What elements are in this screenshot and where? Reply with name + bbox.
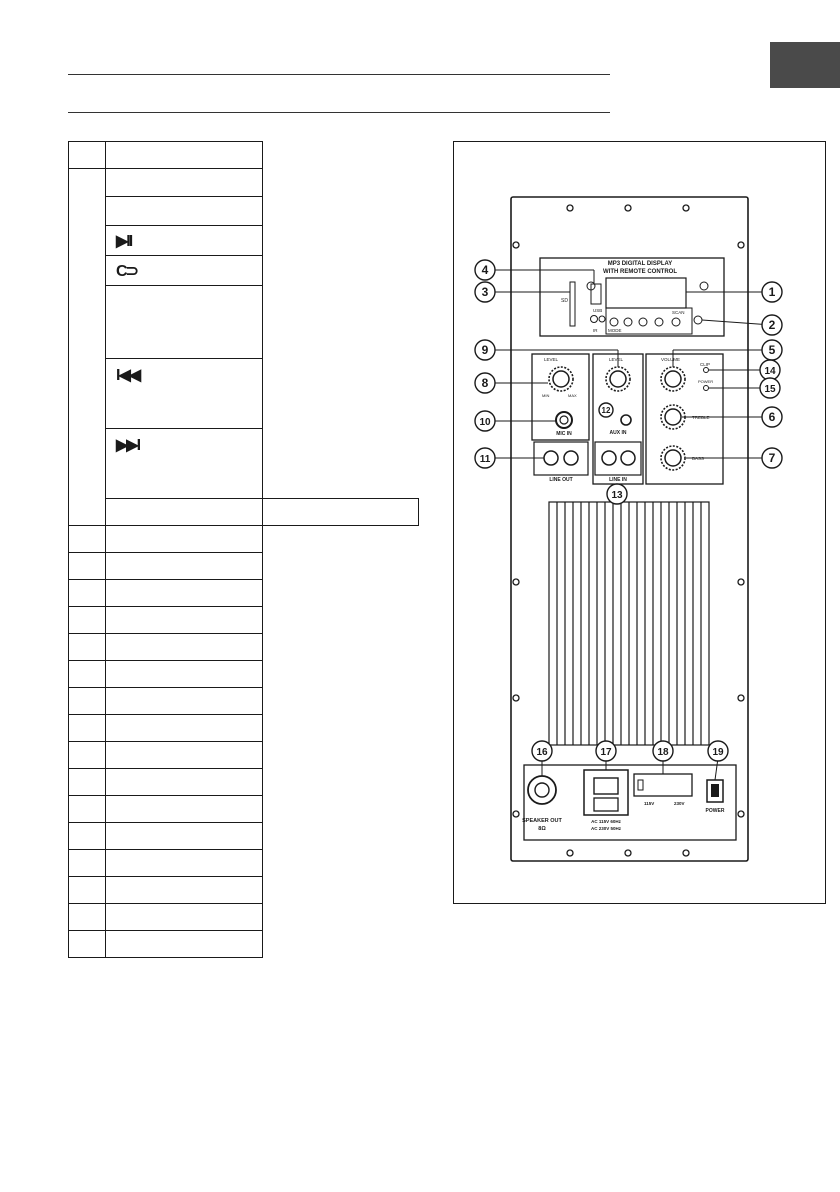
table-cell <box>106 526 263 553</box>
sd-slot <box>570 282 575 326</box>
table-cell <box>106 256 263 286</box>
aux-level-knob-center <box>610 371 626 387</box>
table-row <box>69 256 419 286</box>
mic-in-label: MIC IN <box>556 431 572 437</box>
bass-knob-center <box>665 450 681 466</box>
callout-13: 13 <box>611 490 623 501</box>
heatsink <box>549 502 709 745</box>
table-cell <box>106 359 263 429</box>
table-row <box>69 607 419 634</box>
callout-6: 6 <box>768 410 776 424</box>
table-cell <box>106 877 263 904</box>
callout-14: 14 <box>764 366 776 377</box>
callout-17: 17 <box>600 747 612 758</box>
mode-label: MODE <box>608 328 622 333</box>
table-row <box>69 661 419 688</box>
table-cell <box>69 715 106 742</box>
previous-icon: I◀◀ <box>116 367 140 384</box>
table-row <box>69 429 419 499</box>
display-title-line2: WITH REMOTE CONTROL <box>603 269 677 275</box>
aux-panel <box>593 354 643 484</box>
callout-leaders <box>494 270 772 780</box>
rear-panel-diagram <box>454 142 827 905</box>
ac-socket <box>594 778 618 794</box>
table-row <box>69 769 419 796</box>
v115-label: 115V <box>644 801 655 806</box>
table-cell <box>69 931 106 958</box>
table-cell <box>69 526 106 553</box>
table-cell <box>106 688 263 715</box>
diagram-frame <box>453 141 826 904</box>
table-row <box>69 742 419 769</box>
table-row <box>69 499 419 526</box>
table-row <box>69 823 419 850</box>
table-row <box>69 634 419 661</box>
power-area <box>524 765 736 840</box>
callout-18: 18 <box>657 747 669 758</box>
table-cell <box>106 553 263 580</box>
callout-12: 12 <box>601 406 611 415</box>
speaker-out-socket <box>528 776 556 804</box>
scan-label: SCAN <box>672 310 685 315</box>
callout-2: 2 <box>768 318 776 332</box>
play-pause-icon: ▶II <box>116 232 132 250</box>
ac-inlet <box>584 770 628 815</box>
table-row <box>69 142 419 169</box>
callout-11: 11 <box>479 454 491 465</box>
treble-label: TREBLE <box>692 415 710 420</box>
speaker-out-socket-inner <box>535 783 549 797</box>
table-row <box>69 359 419 429</box>
treble-knob-center <box>665 409 681 425</box>
ir-sensor <box>599 316 605 322</box>
callout-7: 7 <box>768 451 776 465</box>
table-cell <box>262 499 419 526</box>
line-out-label: LINE OUT <box>549 477 573 483</box>
usb-label: USB <box>593 308 603 313</box>
level-label-aux: LEVEL <box>609 357 624 362</box>
table-cell <box>69 580 106 607</box>
next-icon: ▶▶I <box>116 437 140 454</box>
legend-table <box>68 141 419 958</box>
table-cell <box>69 769 106 796</box>
screw <box>591 316 598 323</box>
screw <box>700 282 708 290</box>
table-cell <box>69 169 106 526</box>
volume-label: VOLUME <box>661 357 681 362</box>
ir-label: IR <box>593 328 598 333</box>
table-cell <box>69 850 106 877</box>
line-out-jack <box>544 451 558 465</box>
power-switch-rocker <box>711 784 719 797</box>
table-row <box>69 850 419 877</box>
power-led-label: POWER <box>698 379 714 384</box>
mic-in-jack-inner <box>560 416 568 424</box>
callout-9: 9 <box>481 343 489 357</box>
table-cell <box>106 429 263 499</box>
table-cell <box>69 688 106 715</box>
mic-in-jack <box>556 412 572 428</box>
line-in-jack <box>621 451 635 465</box>
table-row <box>69 715 419 742</box>
lcd-display <box>606 278 686 308</box>
callout-19: 19 <box>712 747 724 758</box>
table-cell <box>106 931 263 958</box>
table-cell <box>106 661 263 688</box>
clip-led <box>704 368 709 373</box>
callout-numbers <box>479 263 776 758</box>
line-in-label: LINE IN <box>609 477 627 483</box>
callout-4: 4 <box>481 263 489 277</box>
repeat-icon: C⊃ <box>116 262 137 280</box>
table-cell <box>69 142 106 169</box>
clip-label: CLIP <box>700 362 711 367</box>
usb-port <box>591 284 601 304</box>
table-row <box>69 877 419 904</box>
sd-label: SD <box>561 298 568 304</box>
volume-knob-center <box>665 371 681 387</box>
table-cell <box>106 796 263 823</box>
power-switch-label: POWER <box>705 808 725 814</box>
tone-panel <box>646 354 723 484</box>
table-cell <box>106 142 263 169</box>
callout-5: 5 <box>768 343 776 357</box>
table-cell <box>106 607 263 634</box>
table-cell <box>69 742 106 769</box>
table-row <box>69 526 419 553</box>
table-cell <box>106 904 263 931</box>
callout-15: 15 <box>764 384 776 395</box>
callout-8: 8 <box>481 376 489 390</box>
table-cell <box>69 823 106 850</box>
table-cell <box>106 634 263 661</box>
table-row <box>69 169 419 197</box>
voltage-selector-slider <box>638 780 643 790</box>
table-cell <box>106 499 263 526</box>
min-label: MIN <box>542 393 550 398</box>
table-row <box>69 553 419 580</box>
table-cell <box>69 661 106 688</box>
ac-rating-line2: AC 230V 50Hz <box>590 826 622 831</box>
callout-3: 3 <box>481 285 489 299</box>
table-cell <box>69 553 106 580</box>
table-row <box>69 688 419 715</box>
display-title-line1: MP3 DIGITAL DISPLAY <box>607 261 673 267</box>
speaker-out-label: SPEAKER OUT <box>522 818 562 824</box>
max-label: MAX <box>568 393 577 398</box>
table-row <box>69 796 419 823</box>
bass-label: BASS <box>692 456 705 461</box>
table-cell <box>106 850 263 877</box>
table-cell <box>106 197 263 226</box>
callout-10: 10 <box>479 417 491 428</box>
table-cell <box>69 634 106 661</box>
table-cell <box>106 769 263 796</box>
callout-1: 1 <box>768 285 776 299</box>
table-cell <box>106 286 263 359</box>
callout-16: 16 <box>536 747 548 758</box>
line-in-jack <box>602 451 616 465</box>
aux-in-jack <box>621 415 631 425</box>
mic-level-knob-center <box>553 371 569 387</box>
table-cell <box>106 742 263 769</box>
table-cell <box>106 226 263 256</box>
header-rule-top <box>68 74 610 75</box>
aux-in-label: AUX IN <box>609 430 627 436</box>
table-row <box>69 580 419 607</box>
table-cell <box>106 580 263 607</box>
table-cell <box>106 823 263 850</box>
speaker-out-ohm: 8Ω <box>538 826 546 832</box>
header-rule-bottom <box>68 112 610 113</box>
fuse-holder <box>594 798 618 811</box>
ac-rating-line1: AC 115V 60Hz <box>591 819 621 824</box>
screw <box>694 316 702 324</box>
table-row <box>69 226 419 256</box>
table-cell <box>69 796 106 823</box>
table-row <box>69 931 419 958</box>
power-led <box>704 386 709 391</box>
table-cell <box>106 169 263 197</box>
language-tab <box>770 42 840 88</box>
table-cell <box>69 904 106 931</box>
table-row <box>69 197 419 226</box>
table-row <box>69 904 419 931</box>
level-label-mic: LEVEL <box>544 357 559 362</box>
v230-label: 230V <box>674 801 685 806</box>
table-row <box>69 286 419 359</box>
table-cell <box>69 877 106 904</box>
line-out-jack <box>564 451 578 465</box>
table-cell <box>69 607 106 634</box>
mp3-buttons <box>610 318 680 326</box>
table-cell <box>106 715 263 742</box>
